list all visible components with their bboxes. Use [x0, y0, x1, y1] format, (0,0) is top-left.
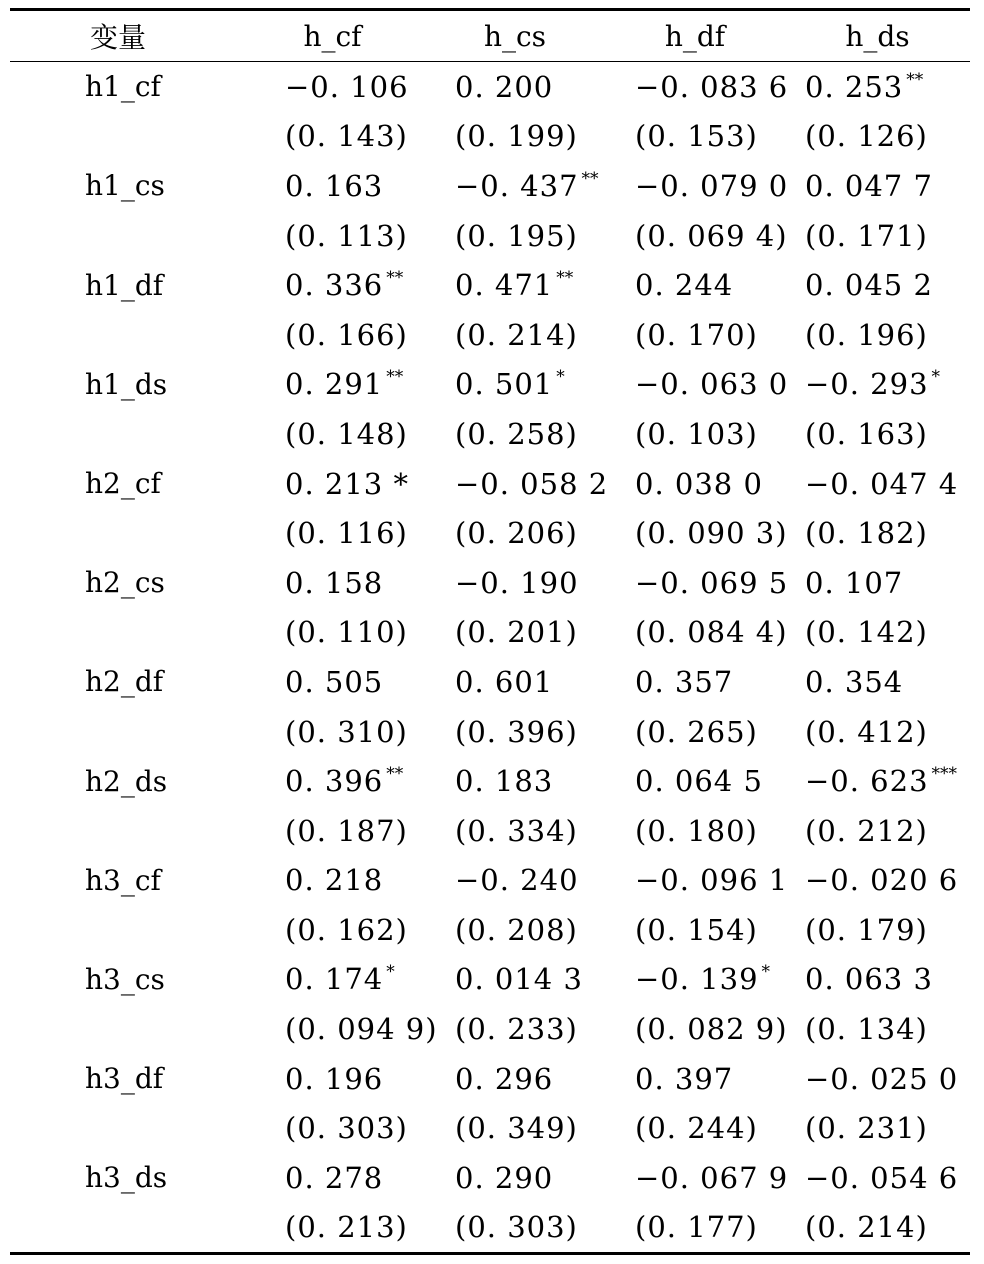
coefficient-value: −0. 020 6	[805, 863, 959, 898]
coefficient-cell	[240, 657, 425, 707]
header-h-cf: h_cf	[240, 10, 425, 62]
standard-error-cell: (0. 233)	[455, 1012, 578, 1047]
significance-marker: **	[386, 367, 404, 388]
coefficient-value: 0. 064 5	[635, 764, 763, 799]
row-label-empty	[10, 508, 240, 558]
row-label: h3_df	[85, 1062, 164, 1096]
standard-error-cell: (0. 069 4)	[635, 218, 788, 253]
row-label-empty	[10, 310, 240, 360]
standard-error-cell: (0. 310)	[285, 714, 408, 749]
standard-error-cell: (0. 126)	[805, 119, 928, 154]
coefficient-cell	[785, 1153, 970, 1203]
table-row-coefficients	[10, 459, 970, 509]
header-variable: 变量	[10, 10, 240, 62]
standard-error-cell: (0. 082 9)	[635, 1012, 788, 1047]
standard-error-cell: (0. 162)	[285, 912, 408, 947]
row-label-empty	[10, 211, 240, 261]
standard-error-cell: (0. 180)	[635, 813, 758, 848]
standard-error-cell: (0. 214)	[785, 1203, 970, 1254]
standard-error-cell: (0. 187)	[285, 813, 408, 848]
header-h-df: h_df	[605, 10, 785, 62]
coefficient-value: 0. 336	[285, 268, 384, 303]
table-row-standard-errors	[10, 310, 970, 360]
header-h-ds: h_ds	[785, 10, 970, 62]
coefficient-cell	[785, 161, 970, 211]
coefficient-cell	[785, 360, 970, 410]
coefficient-cell	[785, 955, 970, 1005]
coefficient-value: 0. 200	[455, 69, 554, 104]
row-label: h3_cs	[85, 962, 165, 996]
row-label-empty	[10, 806, 240, 856]
table-row-standard-errors	[10, 905, 970, 955]
table-row-standard-errors	[10, 1103, 970, 1153]
row-label: h2_ds	[85, 764, 168, 798]
row-label-empty	[10, 707, 240, 757]
coefficient-cell	[605, 558, 789, 608]
regression-table	[10, 8, 970, 1255]
coefficient-cell	[240, 856, 425, 906]
regression-table-container	[10, 8, 970, 1255]
row-label: h1_ds	[85, 367, 168, 401]
table-row-coefficients	[10, 161, 970, 211]
coefficient-cell	[785, 756, 970, 806]
standard-error-cell: (0. 103)	[635, 416, 758, 451]
coefficient-cell	[240, 360, 425, 410]
standard-error-cell: (0. 213)	[240, 1203, 425, 1254]
row-label-empty	[10, 1203, 240, 1254]
standard-error-cell: (0. 094 9)	[285, 1012, 438, 1047]
table-body	[10, 62, 970, 1254]
coefficient-value: 0. 163	[285, 168, 384, 203]
table-row-standard-errors	[10, 112, 970, 162]
standard-error-cell: (0. 231)	[805, 1111, 928, 1146]
coefficient-cell	[240, 955, 425, 1005]
coefficient-value: −0. 437	[455, 168, 579, 203]
table-row-coefficients	[10, 1054, 970, 1104]
coefficient-cell	[785, 459, 970, 509]
table-row-coefficients	[10, 657, 970, 707]
significance-marker: **	[386, 268, 404, 289]
coefficient-cell	[785, 260, 970, 310]
coefficient-value: 0. 045 2	[805, 268, 933, 303]
standard-error-cell: (0. 195)	[455, 218, 578, 253]
coefficient-cell	[785, 558, 970, 608]
coefficient-value: 0. 107	[805, 565, 904, 600]
coefficient-value: 0. 038 0	[635, 466, 763, 501]
coefficient-cell	[240, 756, 425, 806]
coefficient-value: 0. 501	[455, 367, 554, 402]
standard-error-cell: (0. 171)	[805, 218, 928, 253]
row-label-empty	[10, 905, 240, 955]
standard-error-cell: (0. 258)	[455, 416, 578, 451]
standard-error-cell: (0. 143)	[285, 119, 408, 154]
standard-error-cell: (0. 303)	[285, 1111, 408, 1146]
coefficient-value: 0. 296	[455, 1061, 554, 1096]
coefficient-value: −0. 079 0	[635, 168, 789, 203]
coefficient-value: −0. 069 5	[635, 565, 789, 600]
coefficient-value: 0. 196	[285, 1061, 384, 1096]
significance-marker: ***	[931, 764, 958, 785]
table-row-standard-errors	[10, 1203, 970, 1254]
coefficient-cell	[605, 459, 785, 509]
coefficient-value: −0. 067 9	[635, 1160, 789, 1195]
coefficient-cell	[240, 161, 425, 211]
coefficient-value: −0. 083 6	[635, 69, 789, 104]
row-label: h3_ds	[85, 1161, 168, 1195]
coefficient-cell	[240, 62, 425, 112]
table-header-row	[10, 10, 970, 62]
coefficient-value: 0. 253	[805, 69, 904, 104]
standard-error-cell: (0. 177)	[605, 1203, 785, 1254]
coefficient-value: 0. 213 *	[285, 466, 409, 501]
coefficient-cell	[605, 856, 789, 906]
table-row-standard-errors	[10, 211, 970, 261]
coefficient-cell	[605, 756, 785, 806]
coefficient-cell	[605, 657, 785, 707]
coefficient-value: −0. 025 0	[805, 1061, 959, 1096]
row-label: h2_df	[85, 665, 164, 699]
coefficient-value: 0. 290	[455, 1160, 554, 1195]
coefficient-cell	[240, 1153, 425, 1203]
table-row-coefficients	[10, 856, 970, 906]
coefficient-cell	[425, 1153, 605, 1203]
standard-error-cell: (0. 116)	[285, 516, 408, 551]
coefficient-cell	[425, 756, 605, 806]
coefficient-cell	[425, 360, 605, 410]
table-row-coefficients	[10, 260, 970, 310]
coefficient-value: −0. 096 1	[635, 863, 789, 898]
coefficient-cell	[785, 1054, 970, 1104]
table-row-standard-errors	[10, 409, 970, 459]
coefficient-value: 0. 047 7	[805, 168, 933, 203]
standard-error-cell: (0. 154)	[635, 912, 758, 947]
coefficient-value: 0. 218	[285, 863, 384, 898]
table-row-coefficients	[10, 558, 970, 608]
standard-error-cell: (0. 090 3)	[635, 516, 788, 551]
standard-error-cell: (0. 163)	[805, 416, 928, 451]
coefficient-value: −0. 240	[455, 863, 579, 898]
standard-error-cell: (0. 182)	[805, 516, 928, 551]
header-h-cs: h_cs	[425, 10, 605, 62]
coefficient-cell	[605, 1153, 789, 1203]
row-label: h1_cs	[85, 169, 165, 203]
coefficient-value: 0. 174	[285, 962, 384, 997]
coefficient-value: −0. 293	[805, 367, 929, 402]
row-label: h1_df	[85, 268, 164, 302]
coefficient-cell	[425, 657, 605, 707]
standard-error-cell: (0. 201)	[455, 615, 578, 650]
row-label-empty	[10, 409, 240, 459]
coefficient-cell	[605, 1054, 785, 1104]
coefficient-cell	[605, 161, 789, 211]
standard-error-cell: (0. 265)	[635, 714, 758, 749]
coefficient-value: 0. 471	[455, 268, 554, 303]
row-label-empty	[10, 1004, 240, 1054]
coefficient-cell	[785, 62, 970, 112]
significance-marker: *	[556, 367, 565, 388]
coefficient-cell	[240, 1054, 425, 1104]
coefficient-value: −0. 054 6	[805, 1160, 959, 1195]
standard-error-cell: (0. 166)	[285, 317, 408, 352]
significance-marker: *	[931, 367, 941, 388]
coefficient-value: 0. 244	[635, 268, 734, 303]
coefficient-cell	[605, 955, 785, 1005]
coefficient-value: 0. 183	[455, 764, 554, 799]
coefficient-value: 0. 063 3	[805, 962, 933, 997]
standard-error-cell: (0. 148)	[285, 416, 408, 451]
table-row-standard-errors	[10, 508, 970, 558]
table-row-coefficients	[10, 955, 970, 1005]
table-row-standard-errors	[10, 806, 970, 856]
row-label-empty	[10, 1103, 240, 1153]
table-row-coefficients	[10, 1153, 970, 1203]
coefficient-cell	[425, 62, 605, 112]
coefficient-cell	[605, 62, 789, 112]
coefficient-cell	[240, 459, 425, 509]
coefficient-value: −0. 063 0	[635, 367, 789, 402]
row-label-empty	[10, 608, 240, 658]
table-row-coefficients	[10, 360, 970, 410]
standard-error-cell: (0. 206)	[455, 516, 578, 551]
coefficient-value: −0. 047 4	[805, 466, 959, 501]
standard-error-cell: (0. 208)	[455, 912, 578, 947]
standard-error-cell: (0. 214)	[455, 317, 578, 352]
coefficient-value: 0. 278	[285, 1160, 384, 1195]
coefficient-cell	[425, 161, 605, 211]
standard-error-cell: (0. 196)	[805, 317, 928, 352]
standard-error-cell: (0. 113)	[285, 218, 408, 253]
row-label: h2_cs	[85, 566, 165, 600]
coefficient-cell	[240, 558, 425, 608]
standard-error-cell: (0. 244)	[635, 1111, 758, 1146]
standard-error-cell: (0. 179)	[805, 912, 928, 947]
standard-error-cell: (0. 212)	[805, 813, 928, 848]
coefficient-cell	[425, 558, 605, 608]
coefficient-value: −0. 623	[805, 764, 929, 799]
coefficient-cell	[605, 260, 785, 310]
standard-error-cell: (0. 170)	[635, 317, 758, 352]
coefficient-cell	[425, 955, 605, 1005]
table-row-standard-errors	[10, 707, 970, 757]
significance-marker: **	[556, 268, 574, 289]
table-row-standard-errors	[10, 608, 970, 658]
coefficient-cell	[425, 856, 605, 906]
standard-error-cell: (0. 153)	[635, 119, 758, 154]
standard-error-cell: (0. 334)	[455, 813, 578, 848]
significance-marker: **	[906, 69, 924, 90]
coefficient-value: 0. 357	[635, 664, 734, 699]
coefficient-value: −0. 058 2	[455, 466, 609, 501]
significance-marker: **	[581, 168, 599, 189]
standard-error-cell: (0. 110)	[285, 615, 408, 650]
standard-error-cell: (0. 349)	[455, 1111, 578, 1146]
coefficient-value: 0. 158	[285, 565, 384, 600]
coefficient-cell	[785, 657, 970, 707]
coefficient-cell	[425, 459, 609, 509]
coefficient-value: 0. 291	[285, 367, 384, 402]
standard-error-cell: (0. 412)	[805, 714, 928, 749]
table-row-standard-errors	[10, 1004, 970, 1054]
standard-error-cell: (0. 396)	[455, 714, 578, 749]
standard-error-cell: (0. 303)	[425, 1203, 605, 1254]
coefficient-value: 0. 354	[805, 664, 904, 699]
standard-error-cell: (0. 134)	[805, 1012, 928, 1047]
coefficient-value: −0. 106	[285, 69, 409, 104]
coefficient-value: 0. 397	[635, 1061, 734, 1096]
table-row-coefficients	[10, 756, 970, 806]
significance-marker: **	[386, 764, 404, 785]
row-label: h3_cf	[85, 863, 161, 897]
coefficient-value: 0. 014 3	[455, 962, 583, 997]
significance-marker: *	[386, 962, 395, 983]
coefficient-cell	[425, 1054, 605, 1104]
coefficient-value: 0. 505	[285, 664, 384, 699]
coefficient-value: −0. 139	[635, 962, 759, 997]
standard-error-cell: (0. 084 4)	[635, 615, 788, 650]
coefficient-cell	[785, 856, 970, 906]
row-label: h1_cf	[85, 70, 161, 104]
coefficient-cell	[425, 260, 605, 310]
row-label-empty	[10, 112, 240, 162]
row-label: h2_cf	[85, 467, 161, 501]
coefficient-cell	[605, 360, 789, 410]
significance-marker: *	[761, 962, 771, 983]
coefficient-value: 0. 396	[285, 764, 384, 799]
coefficient-cell	[240, 260, 425, 310]
coefficient-value: 0. 601	[455, 664, 554, 699]
standard-error-cell: (0. 142)	[805, 615, 928, 650]
table-row-coefficients	[10, 62, 970, 112]
standard-error-cell: (0. 199)	[455, 119, 578, 154]
coefficient-value: −0. 190	[455, 565, 579, 600]
